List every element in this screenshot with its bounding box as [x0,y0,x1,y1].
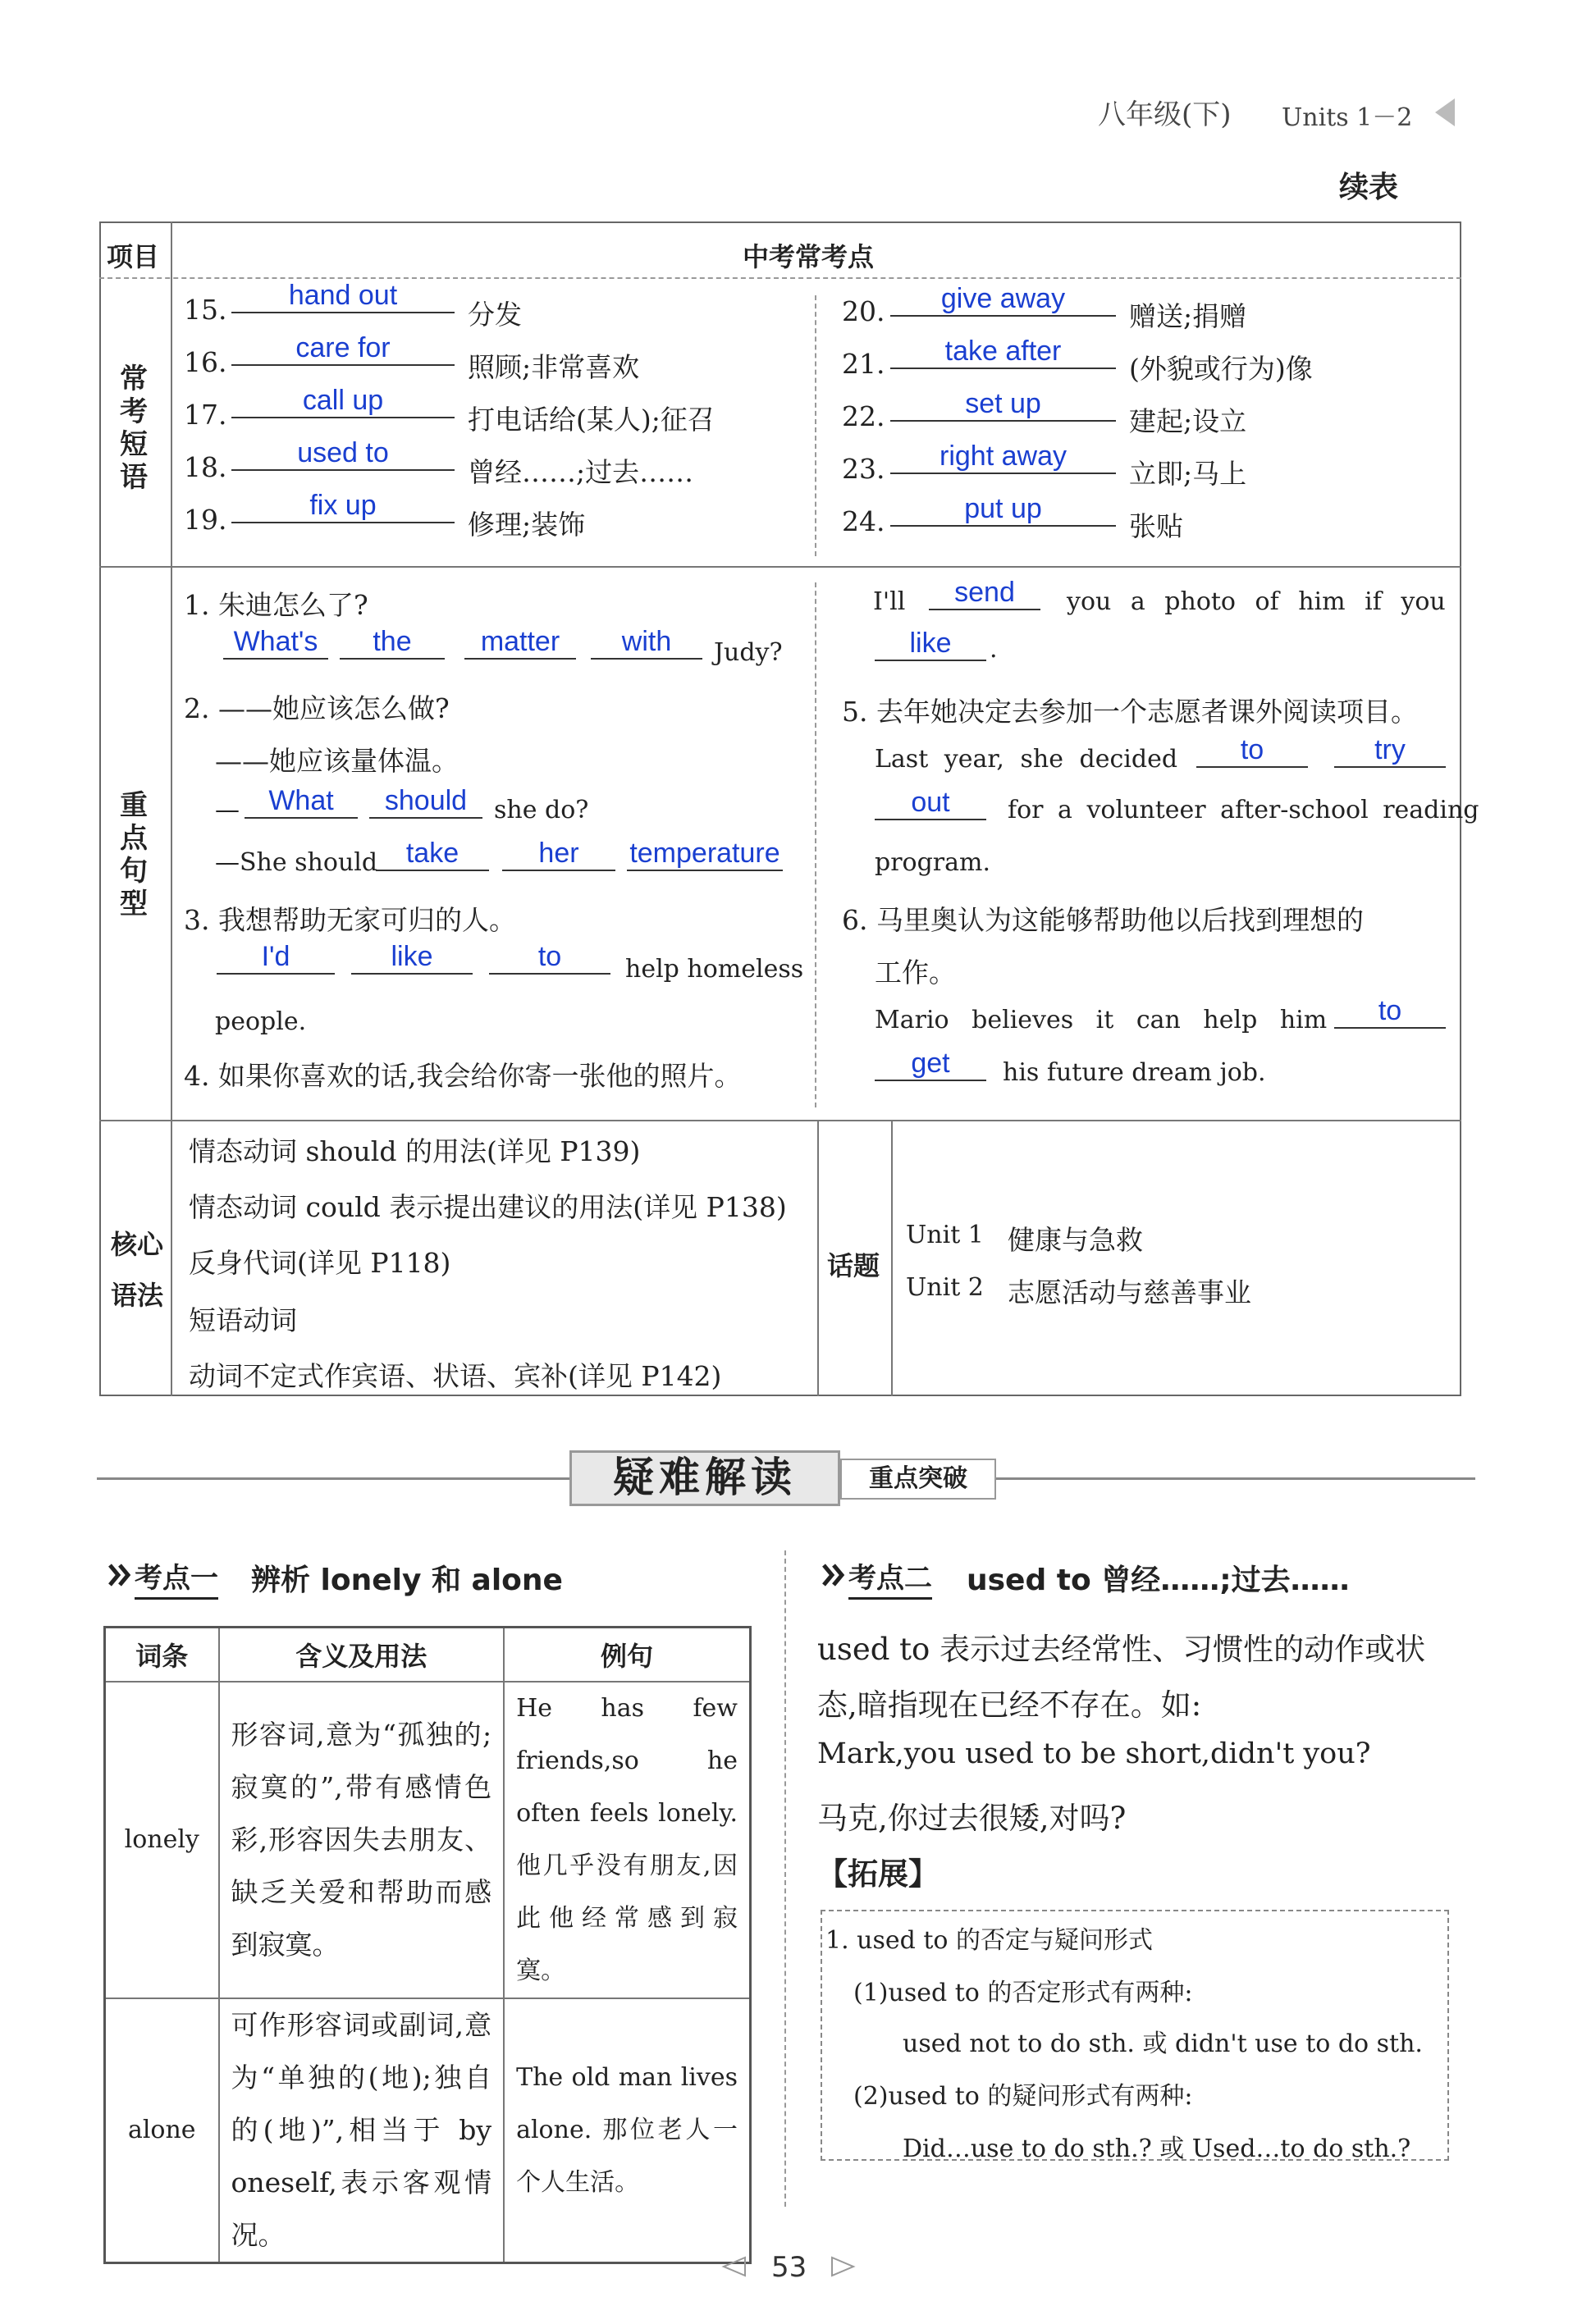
phrase-num: 16. [184,346,227,378]
sentence-answer: her [502,837,615,871]
phrase-num: 15. [184,294,227,326]
page-number: 53 [771,2251,807,2284]
lonely-alone-table [103,1626,752,2264]
grammar-item: 动词不定式作宾语、状语、宾补(详见 P142) [189,1360,722,1392]
phrase-answer: right away [890,440,1116,474]
sentence-answer: matter [464,625,576,660]
phrase-num: 21. [842,348,885,380]
topic-text: 健康与急救 [1008,1224,1143,1256]
usage-cell: 形容词,意为“孤独的;寂寞的”,带有感情色彩,形容因失去朋友、缺乏关爱和帮助而感到寂寞。 [219,1682,505,1998]
sentence-answer: with [591,625,702,660]
point1-chevron-icon [105,1559,135,1595]
phrase-meaning: (外貌或行为)像 [1129,353,1313,385]
phrase-answer: fix up [231,489,455,523]
body-line: Mark,you used to be short,didn't you? [817,1737,1371,1770]
sentence-en: you a photo of him if you [1067,587,1446,616]
sentence-cn: 3. 我想帮助无家可归的人。 [184,904,516,936]
sentence-cn: 工作。 [875,957,956,988]
box-line: (1)used to 的否定形式有两种: [853,1979,1193,2007]
banner-title: 疑难解读 [569,1450,840,1506]
sentence-answer: the [340,625,445,660]
sentence-answer: What [245,784,358,819]
point1-tag: 考点一 [135,1555,218,1600]
phrases-label: 常考短语 [120,363,148,494]
sentence-answer: out [875,786,986,820]
grammar-label: 核心语法 [110,1229,163,1311]
sentence-en: she do? [494,796,589,824]
sentence-answer: to [489,940,610,975]
phrase-num: 23. [842,453,885,485]
sentence-answer: should [369,784,482,819]
units-label: Units 1－2 [1282,103,1413,132]
topic-label: 话题 [827,1250,880,1281]
sentence-answer: send [929,576,1040,610]
phrase-num: 20. [842,295,885,327]
sentence-answer: temperature [627,837,783,871]
example-cell: The old man lives alone. 那位老人一个人生活。 [504,1998,750,2263]
sentence-answer: take [376,837,489,871]
point2-title: used to 曾经……;过去…… [967,1564,1350,1597]
phrase-answer: take after [890,335,1116,369]
sentence-en: Last year, she decided [875,745,1178,774]
sentence-en: —She should [215,848,378,877]
sentence-cn: 4. 如果你喜欢的话,我会给你寄一张他的照片。 [184,1060,742,1092]
sentence-cn: ——她应该量体温。 [215,745,459,777]
prev-page-icon[interactable] [720,2254,750,2282]
body-line: 态,暗指现在已经不存在。如: [817,1687,1202,1723]
banner-subtitle: 重点突破 [840,1459,996,1500]
point1-title: 辨析 lonely 和 alone [251,1564,563,1597]
sentence-cn: 5. 去年她决定去参加一个志愿者课外阅读项目。 [842,696,1418,728]
sentence-answer: to [1334,994,1446,1029]
sentence-en: for a volunteer after-school reading [1008,796,1479,824]
phrase-meaning: 照顾;非常喜欢 [468,351,640,383]
grammar-item: 情态动词 should 的用法(详见 P139) [189,1135,641,1167]
sentence-cn: 1. 朱迪怎么了? [184,589,368,621]
sentence-en: his future dream job. [1003,1058,1266,1087]
grammar-item: 情态动词 could 表示提出建议的用法(详见 P138) [189,1191,787,1223]
sentence-en: — [215,796,240,824]
phrase-answer: used to [231,436,455,471]
phrase-answer: set up [890,387,1116,422]
phrase-meaning: 张贴 [1129,510,1183,542]
grammar-item: 反身代词(详见 P118) [189,1247,451,1279]
next-page-icon[interactable] [827,2254,857,2282]
sentence-en: Mario believes it can help him [875,1006,1328,1034]
sentence-cn: 6. 马里奥认为这能够帮助他以后找到理想的 [842,904,1364,936]
phrase-answer: hand out [231,279,455,313]
phrase-meaning: 曾经……;过去…… [468,456,694,488]
grammar-item: 短语动词 [189,1304,297,1336]
grade-label: 八年级(下) [1098,98,1232,131]
topic-unit: Unit 2 [906,1273,984,1302]
word-cell: lonely [105,1682,219,1998]
col-item-header: 项目 [107,241,160,272]
phrase-answer: care for [231,331,455,366]
point2-chevron-icon [819,1559,848,1595]
phrase-answer: call up [231,384,455,418]
point2-tag: 考点二 [848,1555,932,1600]
sentence-answer: to [1196,733,1308,768]
sentence-cn: 2. ——她应该怎么做? [184,692,450,724]
topic-unit: Unit 1 [906,1221,984,1249]
phrase-num: 22. [842,400,885,432]
sentence-en: help homeless [625,955,804,984]
sentence-answer: What's [223,625,328,660]
sentences-label: 重点句型 [120,789,148,920]
phrase-num: 17. [184,399,227,431]
phrase-meaning: 建起;设立 [1129,405,1247,437]
phrase-num: 18. [184,451,227,483]
sentence-answer: try [1334,733,1446,768]
box-line: Did…use to do sth.? 或 Used…to do sth.? [903,2135,1411,2163]
sentence-answer: like [875,627,986,661]
body-line: 马克,你过去很矮,对吗? [817,1801,1127,1836]
word-cell: alone [105,1998,219,2263]
sentence-en: program. [875,848,991,877]
phrase-meaning: 赠送;捐赠 [1129,300,1247,332]
sentence-answer: like [351,940,473,975]
box-line: (2)used to 的疑问形式有两种: [853,2082,1193,2111]
box-line: used not to do sth. 或 didn't use to do sth. [903,2030,1423,2058]
page-corner-icon [1432,97,1456,133]
sentence-answer: I'd [217,940,335,975]
header-example: 例句 [504,1628,750,1682]
body-line: used to 表示过去经常性、习惯性的动作或状 [817,1632,1426,1667]
phrase-meaning: 立即;马上 [1129,458,1247,490]
box-line: 1. used to 的否定与疑问形式 [825,1926,1154,1955]
sentence-en: I'll [873,587,906,616]
phrase-answer: give away [890,282,1116,317]
example-cell: He has few friends,so he often feels lonely. 他几乎没有朋友,因此他经常感到寂寞。 [504,1682,750,1998]
sentence-answer: get [875,1047,986,1081]
header-word: 词条 [105,1628,219,1682]
sentence-en: Judy? [714,638,783,667]
col-points-header: 中考常考点 [743,241,875,272]
sentence-en: . [990,635,998,664]
sentence-en: people. [215,1007,307,1036]
phrase-meaning: 打电话给(某人);征召 [468,404,715,436]
phrase-num: 24. [842,505,885,537]
phrase-answer: put up [890,492,1116,527]
phrase-meaning: 分发 [468,299,522,331]
usage-cell: 可作形容词或副词,意为“单独的(地);独自的(地)”,相当于 by oneself,表示客观情况。 [219,1998,505,2263]
topic-text: 志愿活动与慈善事业 [1008,1276,1251,1308]
expand-label: 【拓展】 [817,1856,939,1892]
header-usage: 含义及用法 [219,1628,505,1682]
phrase-meaning: 修理;装饰 [468,509,586,541]
continued-label: 续表 [1339,171,1399,204]
phrase-num: 19. [184,504,227,536]
